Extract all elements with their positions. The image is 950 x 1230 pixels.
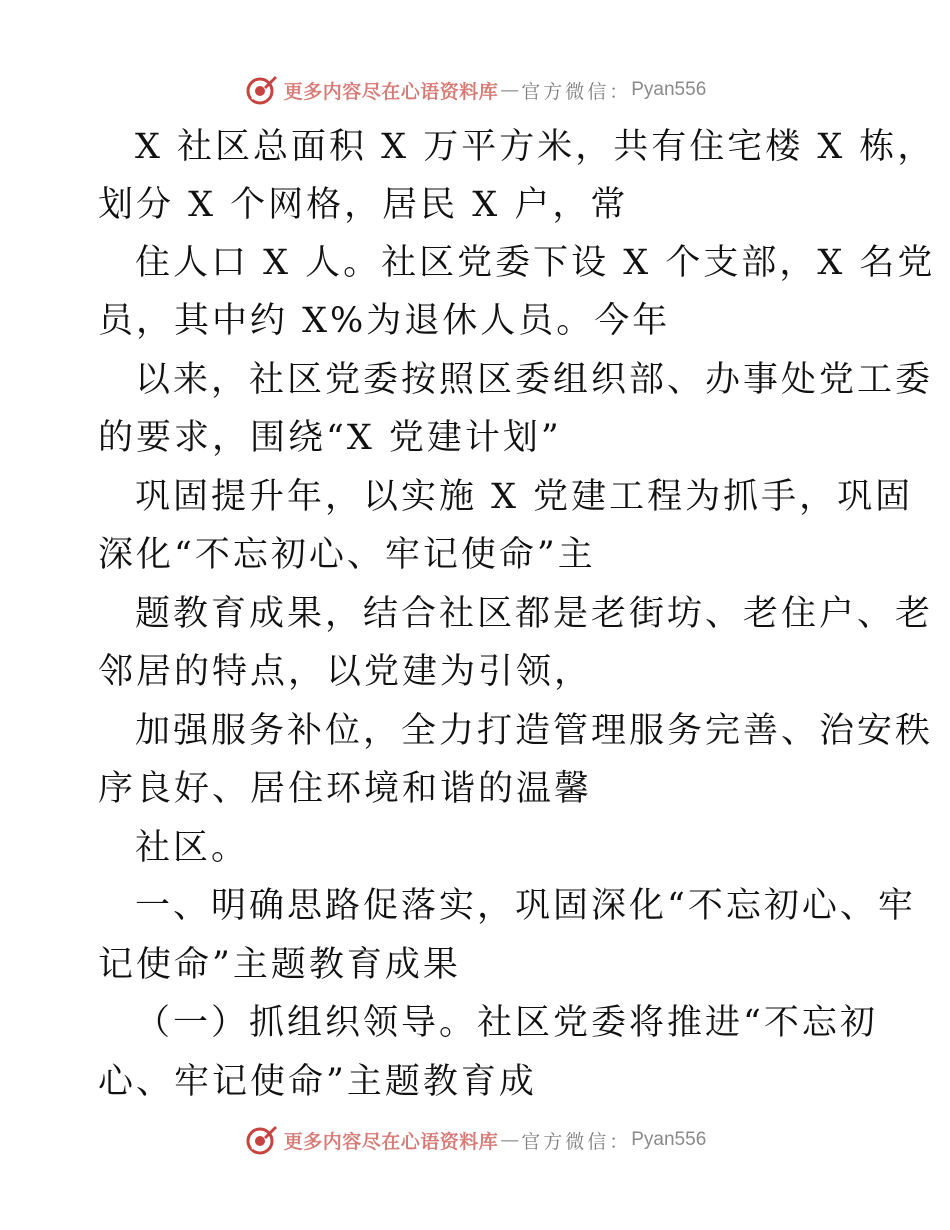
pen-circle-logo-icon: [244, 73, 278, 107]
text-line: 划分 X 个网格，居民 X 户，常: [98, 185, 629, 225]
text-line: 邻居的特点，以党建为引领，: [98, 652, 593, 692]
text-line: 的要求，围绕“X 党建计划”: [98, 418, 562, 458]
watermark-main-text: 更多内容尽在心语资料库: [283, 1130, 499, 1153]
header-watermark: [0, 70, 950, 110]
text-line: 序良好、居住环境和谐的温馨: [98, 769, 593, 809]
text-line: 员，其中约 X%为退休人员。今年: [98, 301, 671, 341]
text-line: 题教育成果，结合社区都是老街坊、老住户、老: [135, 594, 934, 634]
watermark-main-text: 更多内容尽在心语资料库: [283, 80, 499, 103]
text-line: 巩固提升年，以实施 X 党建工程为抓手，巩固: [135, 477, 914, 517]
watermark-dash: —: [500, 1129, 520, 1151]
watermark-official-label: 官方微信：: [521, 80, 632, 103]
watermark-wechat-id: Pyan556: [631, 1129, 707, 1150]
watermark-wechat-id: Pyan556: [631, 79, 707, 100]
text-line: 社区。: [135, 828, 250, 868]
text-line: （一）抓组织领导。社区党委将推进“不忘初: [135, 1003, 878, 1043]
text-line: 住人口 X 人。社区党委下设 X 个支部，X 名党: [135, 243, 936, 283]
watermark-dash: —: [500, 79, 520, 101]
pen-circle-logo-icon: [244, 1123, 278, 1157]
text-line: 心、牢记使命”主题教育成: [98, 1062, 537, 1102]
section-heading: 记使命”主题教育成果: [98, 945, 461, 985]
section-heading: 一、明确思路促落实，巩固深化“不忘初心、牢: [135, 886, 916, 926]
footer-watermark: [0, 1120, 950, 1160]
text-line: 加强服务补位，全力打造管理服务完善、治安秩: [135, 711, 934, 751]
text-line: X 社区总面积 X 万平方米，共有住宅楼 X 栋，: [135, 127, 936, 167]
text-line: 深化“不忘初心、牢记使命”主: [98, 535, 596, 575]
watermark-official-label: 官方微信：: [521, 1130, 632, 1153]
text-line: 以来，社区党委按照区委组织部、办事处党工委: [135, 360, 934, 400]
